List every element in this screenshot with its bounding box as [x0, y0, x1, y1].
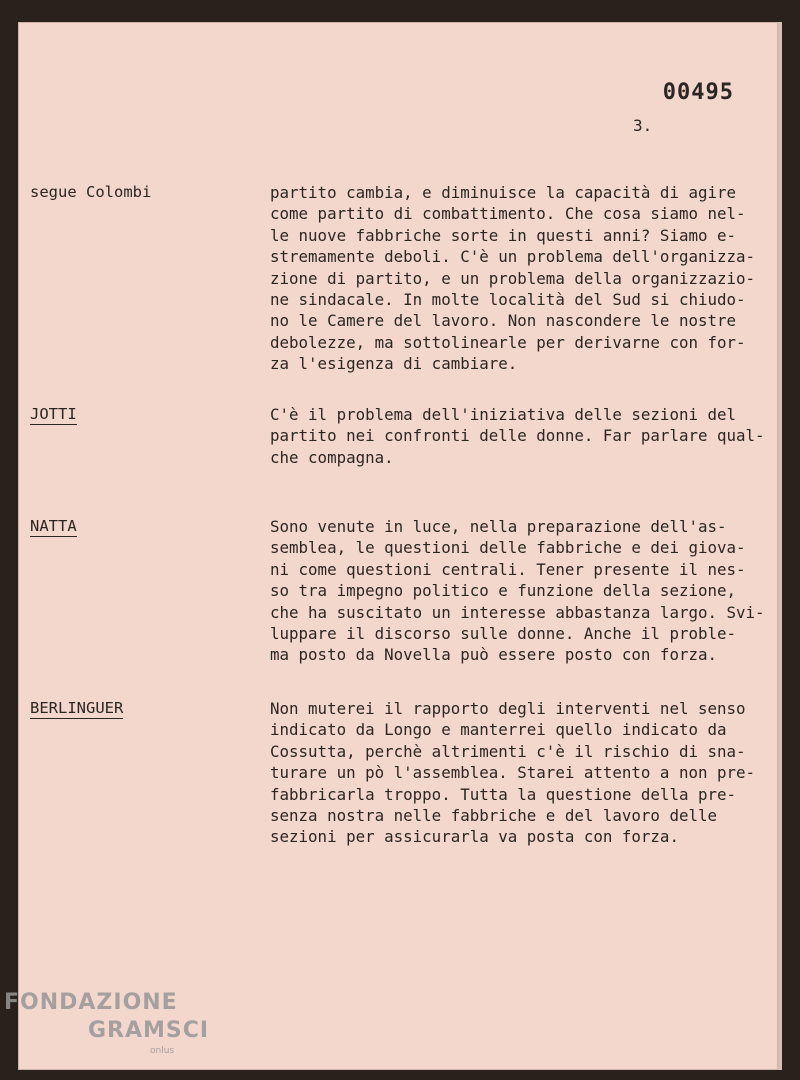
- speaker-label-jotti: [30, 404, 77, 425]
- speaker-name: segue Colombi: [30, 183, 152, 201]
- text-line: le nuove fabbriche sorte in questi anni? Siamo e-: [270, 225, 737, 245]
- text-line: semblea, le questioni delle fabbriche e dei giova-: [270, 538, 746, 558]
- text-line: turare un pò l'assemblea. Starei attento a non pre-: [270, 763, 756, 783]
- text-line: Cossutta, perchè altrimenti c'è il rischio di sna-: [270, 741, 746, 761]
- text-line: ni come questioni centrali. Tener presente il nes-: [270, 559, 746, 579]
- speaker-label-natta: [30, 516, 77, 537]
- speaker-name: NATTA: [30, 517, 77, 535]
- text-line: fabbricarla troppo. Tutta la questione della pre-: [270, 784, 737, 804]
- watermark-line-1: FONDAZIONE: [4, 990, 178, 1015]
- text-line: Non muterei il rapporto degli interventi nel senso: [270, 699, 746, 718]
- text-line: C'è il problema dell'iniziativa delle sezioni del: [270, 405, 737, 424]
- text-line: senza nostra nelle fabbriche e del lavoro delle: [270, 806, 717, 826]
- text-line: partito cambia, e diminuisce la capacità di agire: [270, 183, 737, 202]
- speaker-label-berlinguer: [30, 698, 123, 719]
- page-edge: [778, 22, 782, 1070]
- text-line: ma posto da Novella può essere posto con forza.: [270, 645, 717, 665]
- text-line: partito nei confronti delle donne. Far parlare qual-: [270, 426, 765, 446]
- text-line: stremamente deboli. C'è un problema dell'organizza-: [270, 247, 756, 267]
- text-line: luppare il discorso sulle donne. Anche il proble-: [270, 624, 737, 644]
- entry-text-natta: [270, 516, 770, 666]
- text-line: za l'esigenza di cambiare.: [270, 354, 518, 374]
- text-line: che compagna.: [270, 447, 394, 467]
- entry-text-berlinguer: [270, 698, 770, 848]
- entry-text-jotti: [270, 404, 770, 468]
- page-number: 3.: [633, 116, 653, 135]
- text-line: che ha suscitato un interesse abbastanza largo. Svi-: [270, 602, 765, 622]
- text-line: indicato da Longo e manterrei quello indicato da: [270, 720, 727, 740]
- watermark-line-3: onlus: [150, 1046, 175, 1056]
- document-number: 00495: [662, 80, 734, 105]
- text-line: no le Camere del lavoro. Non nascondere le nostre: [270, 311, 737, 331]
- speaker-label-colombi: [30, 182, 151, 203]
- text-line: sezioni per assicurarla va posta con forza.: [270, 827, 679, 847]
- text-line: Sono venute in luce, nella preparazione dell'as-: [270, 517, 727, 536]
- speaker-name: JOTTI: [30, 405, 77, 423]
- text-line: so tra impegno politico e funzione della sezione,: [270, 581, 737, 601]
- text-line: debolezze, ma sottolinearle per derivarne con for-: [270, 332, 746, 352]
- document-page: [18, 22, 778, 1070]
- speaker-name: BERLINGUER: [30, 699, 124, 717]
- watermark-line-2: GRAMSCI: [88, 1018, 210, 1043]
- text-line: zione di partito, e un problema della organizzazio-: [270, 268, 756, 288]
- text-line: come partito di combattimento. Che cosa siamo nel-: [270, 204, 746, 224]
- fondazione-gramsci-watermark: [0, 990, 210, 1060]
- entry-text-colombi: [270, 182, 770, 375]
- text-line: ne sindacale. In molte località del Sud si chiudo-: [270, 290, 746, 310]
